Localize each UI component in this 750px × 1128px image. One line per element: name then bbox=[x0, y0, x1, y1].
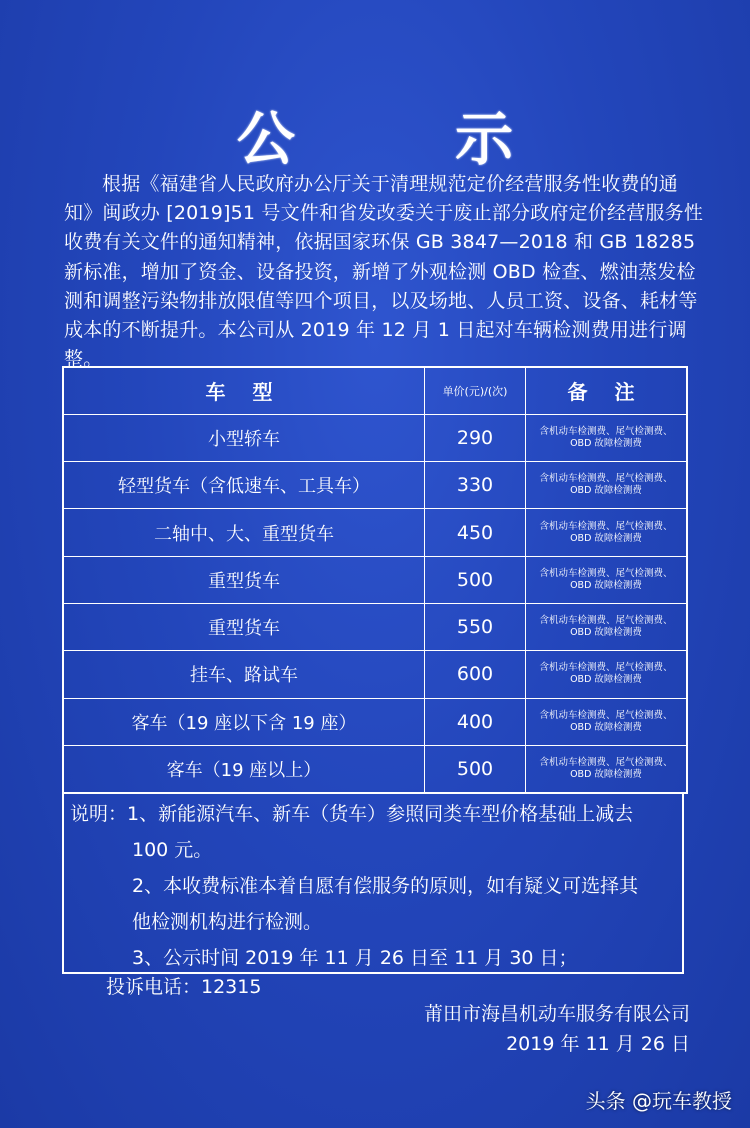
remark bbox=[526, 745, 688, 792]
vehicle-type: 挂车、路试车 bbox=[63, 651, 425, 698]
remark-line: 含机动车检测费、尾气检测费、 bbox=[539, 473, 673, 485]
vehicle-type: 重型货车 bbox=[63, 603, 425, 650]
remark-line: 含机动车检测费、尾气检测费、 bbox=[539, 756, 673, 768]
unit-price: 400 bbox=[425, 698, 526, 745]
table-row bbox=[63, 698, 687, 745]
vehicle-type: 二轴中、大、重型货车 bbox=[63, 509, 425, 556]
table-row bbox=[63, 509, 687, 556]
table-header-row bbox=[63, 367, 687, 414]
remark-line: OBD 故障检测费 bbox=[570, 485, 642, 497]
remark bbox=[526, 603, 688, 650]
vehicle-type: 客车（19 座以上） bbox=[63, 745, 425, 792]
table-row bbox=[63, 745, 687, 792]
unit-price: 550 bbox=[425, 603, 526, 650]
table-row bbox=[63, 603, 687, 650]
remark-line: 含机动车检测费、尾气检测费、 bbox=[539, 709, 673, 721]
fee-table bbox=[62, 366, 688, 794]
remark-line: 含机动车检测费、尾气检测费、 bbox=[539, 520, 673, 532]
remark bbox=[526, 509, 688, 556]
remark-line: OBD 故障检测费 bbox=[570, 532, 642, 544]
remark bbox=[526, 462, 688, 509]
remark-line: OBD 故障检测费 bbox=[570, 674, 642, 686]
remark bbox=[526, 556, 688, 603]
remark-line: 含机动车检测费、尾气检测费、 bbox=[539, 615, 673, 627]
note-1: 说明：1、新能源汽车、新车（货车）参照同类车型价格基础上减去 bbox=[70, 803, 634, 825]
note-3: 3、公示时间 2019 年 11 月 26 日至 11 月 30 日； bbox=[132, 947, 578, 969]
header-remark: 备 注 bbox=[526, 367, 688, 414]
header-vehicle-type: 车 型 bbox=[63, 367, 425, 414]
remark bbox=[526, 651, 688, 698]
vehicle-type: 小型轿车 bbox=[63, 414, 425, 461]
remark-line: OBD 故障检测费 bbox=[570, 627, 642, 639]
notes-box bbox=[62, 792, 684, 974]
remark-line: OBD 故障检测费 bbox=[570, 721, 642, 733]
unit-price: 450 bbox=[425, 509, 526, 556]
remark bbox=[526, 698, 688, 745]
company-name: 莆田市海昌机动车服务有限公司 bbox=[423, 1003, 690, 1025]
remark-line: OBD 故障检测费 bbox=[570, 768, 642, 780]
remark-line: OBD 故障检测费 bbox=[570, 579, 642, 591]
header-unit-price: 单价(元)/(次) bbox=[425, 367, 526, 414]
remark-line: OBD 故障检测费 bbox=[570, 437, 642, 449]
notice-date: 2019 年 11 月 26 日 bbox=[506, 1033, 690, 1055]
vehicle-type: 轻型货车（含低速车、工具车） bbox=[63, 462, 425, 509]
note-1-cont: 100 元。 bbox=[132, 839, 213, 861]
vehicle-type: 重型货车 bbox=[63, 556, 425, 603]
table-row bbox=[63, 651, 687, 698]
notice-intro: 根据《福建省人民政府办公厅关于清理规范定价经营服务性收费的通知》闽政办 [2019]51 号文件和省发改委关于废止部分政府定价经营服务性收费有关文件的通知精神，依据国家环保 GB 3847—2018 和 GB 18285 新标准，增加了资金、设备投资，新增了外观检测 OBD 检查、燃油蒸发检测和调整污染物排放限值等四个项目，以及场地、人员工资、设备、耗材等成本的不断提升。本公司从 2019 年 12 月 1 日起对车辆检测费用进行调整。 bbox=[64, 173, 704, 371]
remark-line: 含机动车检测费、尾气检测费、 bbox=[539, 567, 673, 579]
table-row bbox=[63, 462, 687, 509]
table-row bbox=[63, 556, 687, 603]
complaint-phone: 投诉电话：12315 bbox=[106, 976, 262, 998]
unit-price: 330 bbox=[425, 462, 526, 509]
note-2: 2、本收费标准本着自愿有偿服务的原则，如有疑义可选择其 bbox=[132, 875, 639, 897]
unit-price: 290 bbox=[425, 414, 526, 461]
unit-price: 600 bbox=[425, 651, 526, 698]
watermark-text: 头条 @玩车教授 bbox=[585, 1089, 732, 1113]
vehicle-type: 客车（19 座以下含 19 座） bbox=[63, 698, 425, 745]
unit-price: 500 bbox=[425, 556, 526, 603]
remark-line: 含机动车检测费、尾气检测费、 bbox=[539, 662, 673, 674]
table-row bbox=[63, 414, 687, 461]
notice-title: 公 示 bbox=[236, 105, 584, 173]
remark bbox=[526, 414, 688, 461]
unit-price: 500 bbox=[425, 745, 526, 792]
remark-line: 含机动车检测费、尾气检测费、 bbox=[539, 425, 673, 437]
note-2-cont: 他检测机构进行检测。 bbox=[132, 911, 323, 933]
